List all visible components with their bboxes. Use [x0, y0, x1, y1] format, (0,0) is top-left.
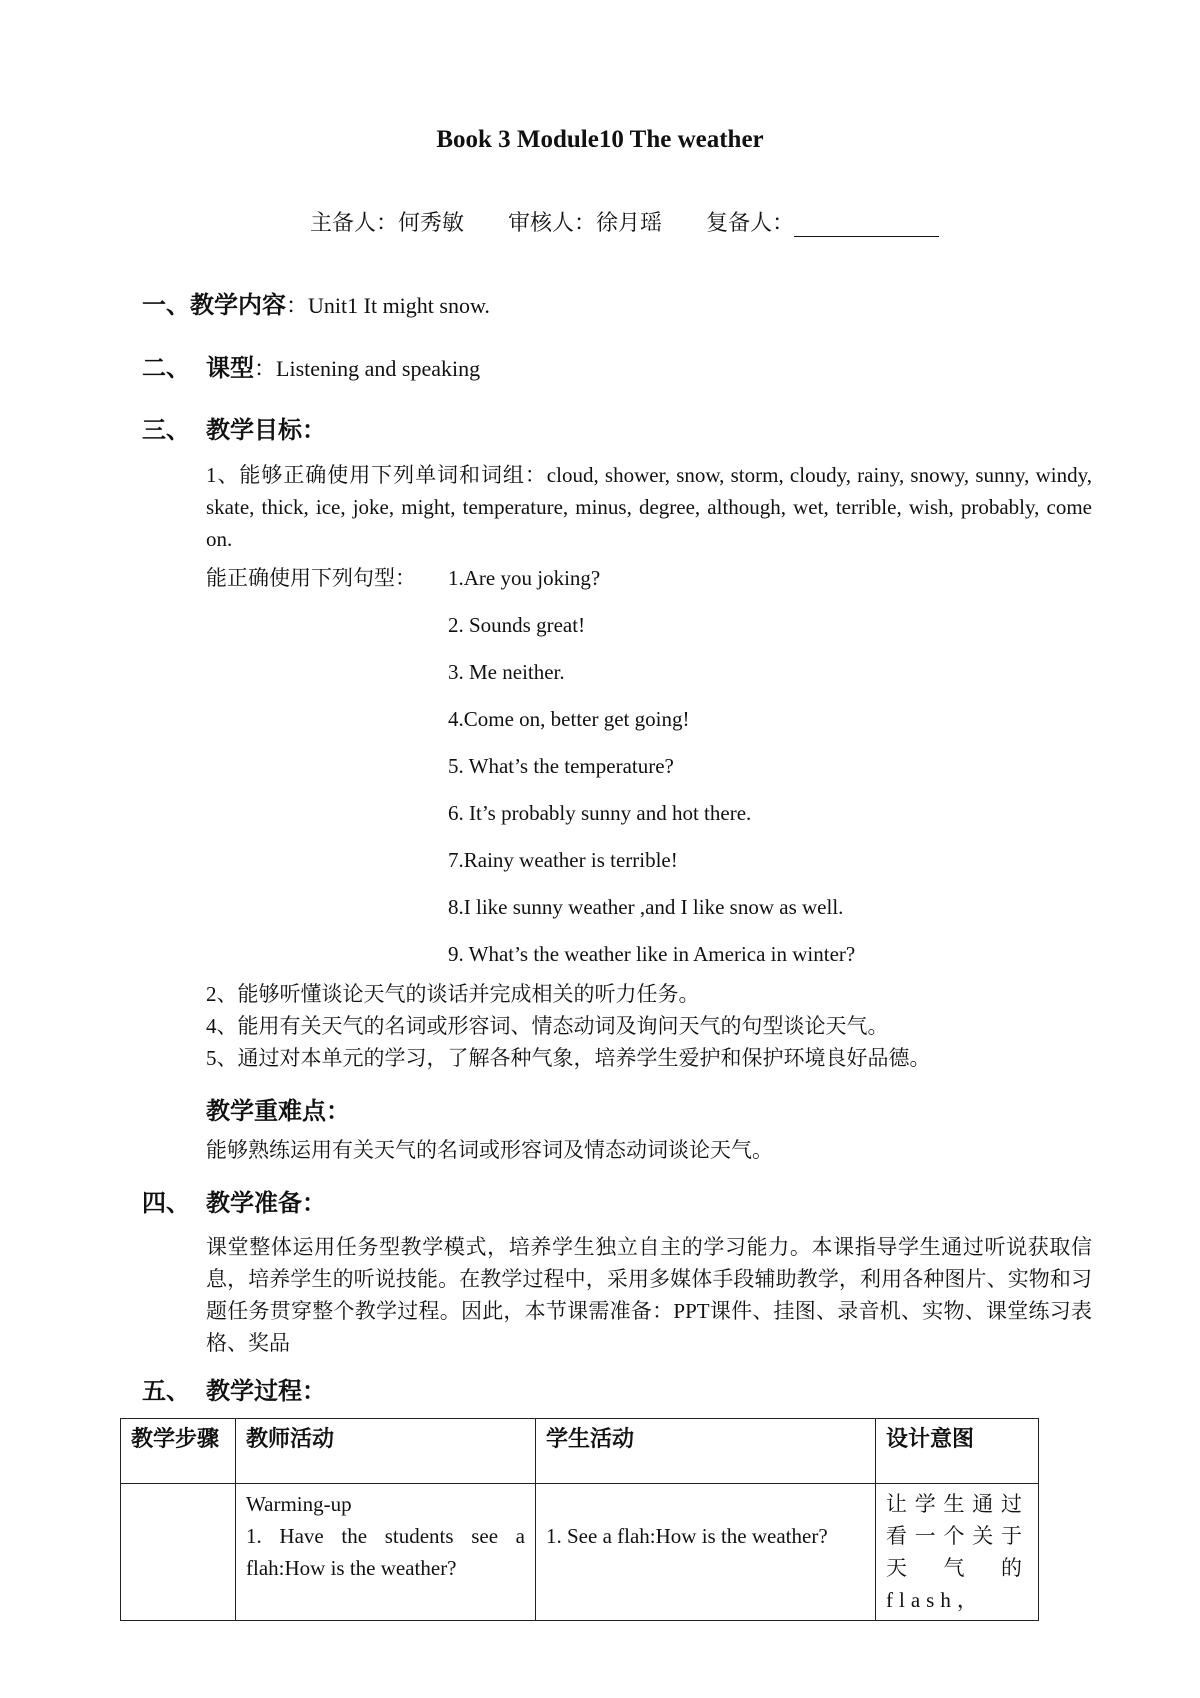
- preparation-text: 课堂整体运用任务型教学模式，培养学生独立自主的学习能力。本课指导学生通过听说获取信息，培养学生的听说技能。在教学过程中，采用多媒体手段辅助教学，利用各种图片、实物和习题任务贯穿整个教学过程。因此，本节课需准备：PPT课件、挂图、录音机、实物、课堂练习表格、奖品: [206, 1235, 1092, 1355]
- pattern-item: 2. Sounds great!: [448, 613, 586, 637]
- goal-1: 1、能够正确使用下列单词和词组：cloud, shower, snow, storm, cloudy, rainy, snowy, sunny, windy, skate, thick, ice, joke, might, temperature, minus, degree, although, wet, terrible, wish, probably, come on.: [206, 463, 1092, 551]
- main-author-label: 主备人：: [310, 210, 399, 235]
- reviewer-label: 审核人：: [508, 210, 597, 235]
- header-student: 学生活动: [536, 1419, 876, 1484]
- cell-intent: 让学生通过看一个关于天气的 flash，: [876, 1484, 1039, 1621]
- section-number: 五、: [142, 1379, 190, 1405]
- section-content: [142, 285, 490, 320]
- process-table: [120, 1418, 1039, 1621]
- main-author-name: 何秀敏: [398, 210, 465, 235]
- section-process: [142, 1371, 326, 1406]
- table-header-row: [121, 1419, 1039, 1484]
- pattern-item: 6. It’s probably sunny and hot there.: [448, 801, 752, 825]
- section-preparation: [142, 1183, 326, 1218]
- cell-student: 1. See a flah:How is the weather?: [536, 1484, 876, 1621]
- header-intent: 设计意图: [876, 1419, 1039, 1484]
- section-heading: 教学准备：: [206, 1191, 326, 1217]
- second-author-label: 复备人：: [706, 210, 795, 235]
- goal-2: 2、能够听懂谈论天气的谈话并完成相关的听力任务。: [206, 982, 700, 1006]
- table-row: [121, 1484, 1039, 1621]
- section-number: 一、: [142, 293, 190, 319]
- reviewer-name: 徐月瑶: [596, 210, 663, 235]
- section-number: 二、: [142, 356, 190, 382]
- pattern-item: 3. Me neither.: [448, 660, 565, 684]
- pattern-item: 7.Rainy weather is terrible!: [448, 848, 678, 872]
- goal-4: 4、能用有关天气的名词或形容词、情态动词及询问天气的句型谈论天气。: [206, 1014, 889, 1038]
- section-lesson-type: [142, 348, 480, 383]
- section-colon: ：: [254, 356, 277, 381]
- pattern-item: 1.Are you joking?: [448, 566, 601, 590]
- document-title: Book 3 Module10 The weather: [436, 126, 764, 153]
- section-number: 四、: [142, 1191, 190, 1217]
- header-step: 教学步骤: [121, 1419, 236, 1484]
- section-number: 三、: [142, 418, 190, 444]
- section-text: Unit1 It might snow.: [308, 293, 490, 318]
- goal-5: 5、通过对本单元的学习，了解各种气象，培养学生爱护和保护环境良好品德。: [206, 1046, 931, 1070]
- section-text: Listening and speaking: [276, 356, 481, 381]
- section-colon: ：: [286, 293, 309, 318]
- cell-step: [121, 1484, 236, 1621]
- second-author-blank: [794, 212, 939, 237]
- author-line: [310, 206, 939, 237]
- key-points-text: 能够熟练运用有关天气的名词或形容词及情态动词谈论天气。: [206, 1138, 773, 1162]
- pattern-item: 5. What’s the temperature?: [448, 754, 674, 778]
- section-heading: 教学过程：: [206, 1379, 326, 1405]
- section-heading: 教学目标：: [206, 418, 326, 444]
- section-heading: 课型: [206, 356, 254, 382]
- pattern-item: 4.Come on, better get going!: [448, 707, 690, 731]
- patterns-intro-label: 能正确使用下列句型：: [206, 566, 416, 590]
- key-points-heading: 教学重难点：: [206, 1099, 350, 1125]
- header-teacher: 教师活动: [236, 1419, 536, 1484]
- section-objectives: [142, 410, 326, 445]
- cell-teacher: Warming-up 1. Have the students see a flah:How is the weather?: [236, 1484, 536, 1621]
- patterns-intro: [206, 562, 1106, 594]
- pattern-item: 9. What’s the weather like in America in winter?: [448, 942, 856, 966]
- pattern-item: 8.I like sunny weather ,and I like snow as well.: [448, 895, 844, 919]
- section-heading: 教学内容: [190, 293, 286, 319]
